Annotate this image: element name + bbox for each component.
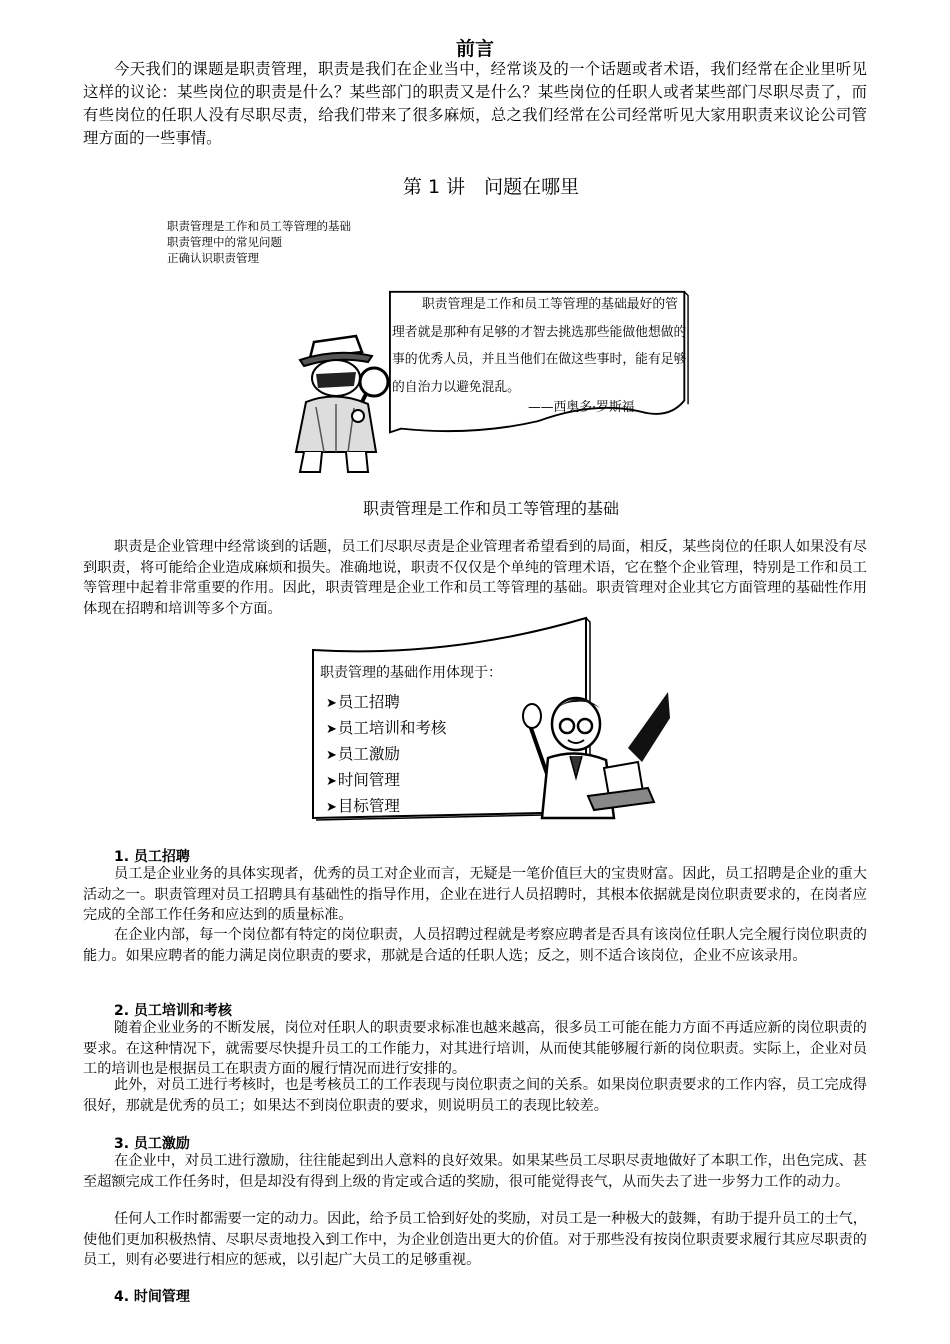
toc-item: 职责管理中的常见问题 <box>167 235 282 249</box>
arrow-bullet-icon: ➤ <box>326 722 337 737</box>
toc-item: 职责管理是工作和员工等管理的基础 <box>167 219 351 233</box>
subsection-title: 4. 时间管理 <box>114 1289 190 1305</box>
subsection-paragraph: 员工是企业业务的具体实现者，优秀的员工对企业而言，无疑是一笔价值巨大的宝贵财富。因此，员工招聘是企业的重大活动之一。职责管理对员工招聘具有基础性的指导作用，企业在进行人员招聘时，其根本依据就是岗位职责要求的，在岗者应完成的全部工作任务和应达到的质量标准。 <box>83 866 867 923</box>
basis-list <box>326 690 446 820</box>
list-item: ➤员工激励 <box>326 745 400 763</box>
subsection-paragraph: 随着企业业务的不断发展，岗位对任职人的职责要求标准也越来越高，很多员工可能在能力方面不再适应新的岗位职责的要求。在这种情况下，就需要尽快提升员工的工作能力，对其进行培训，从而使其能够履行新的岗位职责。实际上，企业对员工的培训也是根据员工在职责方面的履行情况而进行安排的。 <box>83 1020 867 1077</box>
subsection-paragraph: 任何人工作时都需要一定的动力。因此，给予员工恰到好处的奖励，对员工是一种极大的鼓舞，有助于提升员工的士气，使他们更加积极热情、尽职尽责地投入到工作中，为企业创造出更大的价值。对于那些没有按岗位职责要求履行其应尽职责的员工，则有必要进行相应的惩戒，以引起广大员工的足够重视。 <box>83 1211 867 1268</box>
subsection-title: 3. 员工激励 <box>114 1136 190 1152</box>
section-paragraph: 职责是企业管理中经常谈到的话题，员工们尽职尽责是企业管理者希望看到的局面，相反，某些岗位的任职人如果没有尽到职责，将可能给企业造成麻烦和损失。准确地说，职责不仅仅是个单纯的管理术语，它在整个企业管理，特别是工作和员工等管理中起着非常重要的作用。因此，职责管理是企业工作和员工等管理的基础。职责管理对企业其它方面管理的基础性作用体现在招聘和培训等多个方面。 <box>83 539 867 617</box>
arrow-bullet-icon: ➤ <box>326 696 337 711</box>
basis-card-title: 职责管理的基础作用体现于： <box>320 665 502 681</box>
list-item: ➤员工培训和考核 <box>326 719 447 737</box>
section-title: 职责管理是工作和员工等管理的基础 <box>362 499 619 518</box>
lecture-title: 第 1 讲 问题在哪里 <box>402 176 580 198</box>
quote-text: 职责管理是工作和员工等管理的基础最好的管理者就是那种有足够的才智去挑选那些能做他想做的事的优秀人员，并且当他们在做这些事时，能有足够的自治力以避免混乱。 <box>392 297 687 395</box>
lecture-toc <box>167 218 351 266</box>
subsection-title: 2. 员工培训和考核 <box>114 1003 232 1019</box>
list-item: ➤目标管理 <box>326 797 400 815</box>
list-item: ➤时间管理 <box>326 771 400 789</box>
subsection-paragraph: 在企业内部，每一个岗位都有特定的岗位职责，人员招聘过程就是考察应聘者是否具有该岗位任职人完全履行岗位职责的能力。如果应聘者的能力满足岗位职责的要求，那就是合适的任职人选；反之，则不适合该岗位，企业不应该录用。 <box>83 927 867 964</box>
presenter-illustration <box>518 678 673 828</box>
preface-title: 前言 <box>455 38 494 60</box>
quote-author: ——西奥多·罗斯福 <box>528 400 635 415</box>
arrow-bullet-icon: ➤ <box>326 748 337 763</box>
subsection-paragraph: 此外，对员工进行考核时，也是考核员工的工作表现与岗位职责之间的关系。如果岗位职责要求的工作内容，员工完成得很好，那就是优秀的员工；如果达不到岗位职责的要求，则说明员工的表现比较差。 <box>83 1077 867 1114</box>
arrow-bullet-icon: ➤ <box>326 800 337 815</box>
toc-item: 正确认识职责管理 <box>167 251 259 265</box>
preface-paragraph: 今天我们的课题是职责管理，职责是我们在企业当中，经常谈及的一个话题或者术语，我们经常在企业里听见这样的议论：某些岗位的职责是什么？某些部门的职责又是什么？某些岗位的任职人或者某些部门尽职尽责了，而有些岗位的任职人没有尽职尽责，给我们带来了很多麻烦，总之我们经常在公司经常听见大家用职责来议论公司管理方面的一些事情。 <box>83 60 867 147</box>
list-item: ➤员工招聘 <box>326 693 400 711</box>
subsection-title: 1. 员工招聘 <box>114 849 190 865</box>
subsection-paragraph: 在企业中，对员工进行激励，往往能起到出人意料的良好效果。如果某些员工尽职尽责地做好了本职工作，出色完成、甚至超额完成工作任务时，但是却没有得到上级的肯定或合适的奖励，很可能觉得丧气，从而失去了进一步努力工作的动力。 <box>83 1153 867 1190</box>
arrow-bullet-icon: ➤ <box>326 774 337 789</box>
